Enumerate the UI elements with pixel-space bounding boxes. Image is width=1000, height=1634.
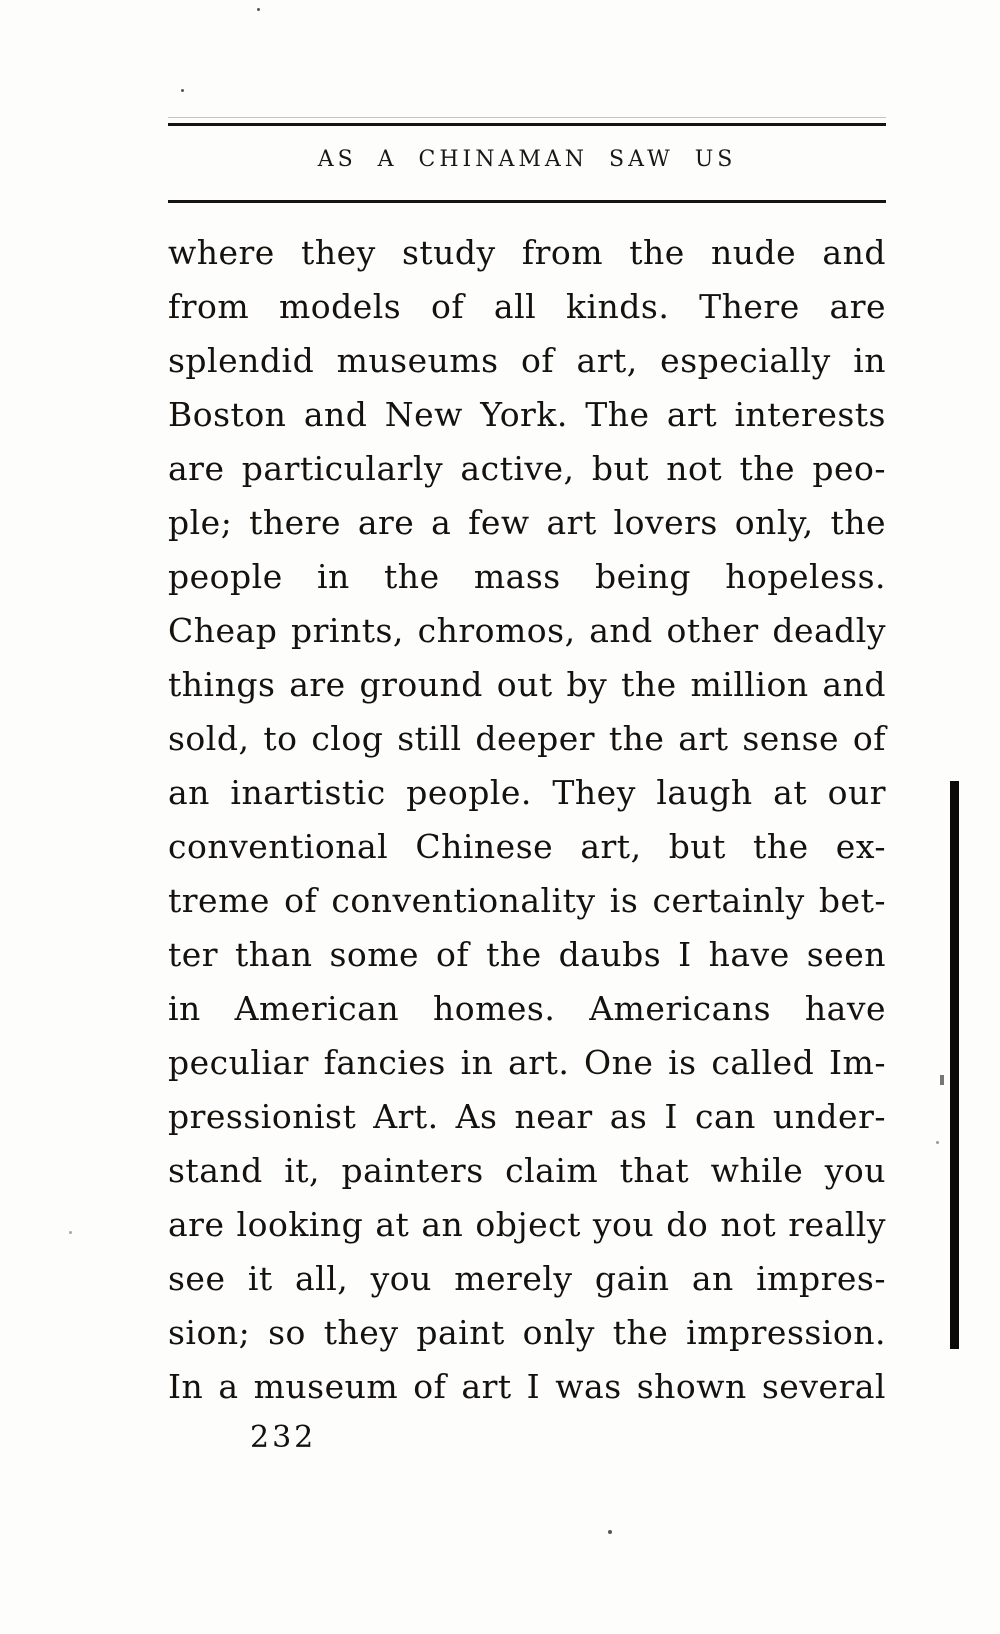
text-line: sold, to clog still deeper the art sense of [168, 719, 886, 758]
text-line: Cheap prints, chromos, and other deadly [168, 611, 886, 650]
text-line: stand it, painters claim that while you [168, 1151, 886, 1190]
scan-edge-bar [950, 781, 959, 1349]
text-line: an inartistic people. They laugh at our [168, 773, 886, 812]
text-line: pressionist Art. As near as I can under- [168, 1097, 886, 1136]
text-line: conventional Chinese art, but the ex- [168, 827, 886, 866]
text-line: In a museum of art I was shown several [168, 1367, 886, 1406]
header-rule-top [168, 123, 886, 126]
text-line: are looking at an object you do not really [168, 1205, 886, 1244]
text-line: peculiar fancies in art. One is called Im- [168, 1043, 886, 1082]
text-line: ple; there are a few art lovers only, the [168, 503, 886, 542]
scan-speck [608, 1530, 612, 1534]
scan-speck [257, 8, 260, 11]
text-line: splendid museums of art, especially in [168, 341, 886, 380]
text-line: treme of conventionality is certainly bet- [168, 881, 886, 920]
text-line: are particularly active, but not the peo- [168, 449, 886, 488]
text-line: where they study from the nude and [168, 233, 886, 272]
running-header: AS A CHINAMAN SAW US [317, 147, 737, 172]
text-line: things are ground out by the million and [168, 665, 886, 704]
header-rule-bottom [168, 200, 886, 203]
text-line: from models of all kinds. There are [168, 287, 886, 326]
scan-speck [181, 89, 184, 92]
scan-speck [69, 1231, 72, 1234]
page-body [168, 226, 886, 1414]
page-number: 232 [250, 1420, 317, 1455]
scan-speck [936, 1141, 939, 1144]
text-line: Boston and New York. The art interests [168, 395, 886, 434]
text-line: in American homes. Americans have [168, 989, 886, 1028]
text-line: people in the mass being hopeless. [168, 557, 886, 596]
text-line: see it all, you merely gain an impres- [168, 1259, 886, 1298]
text-line: ter than some of the daubs I have seen [168, 935, 886, 974]
text-line: sion; so they paint only the impression. [168, 1313, 886, 1352]
